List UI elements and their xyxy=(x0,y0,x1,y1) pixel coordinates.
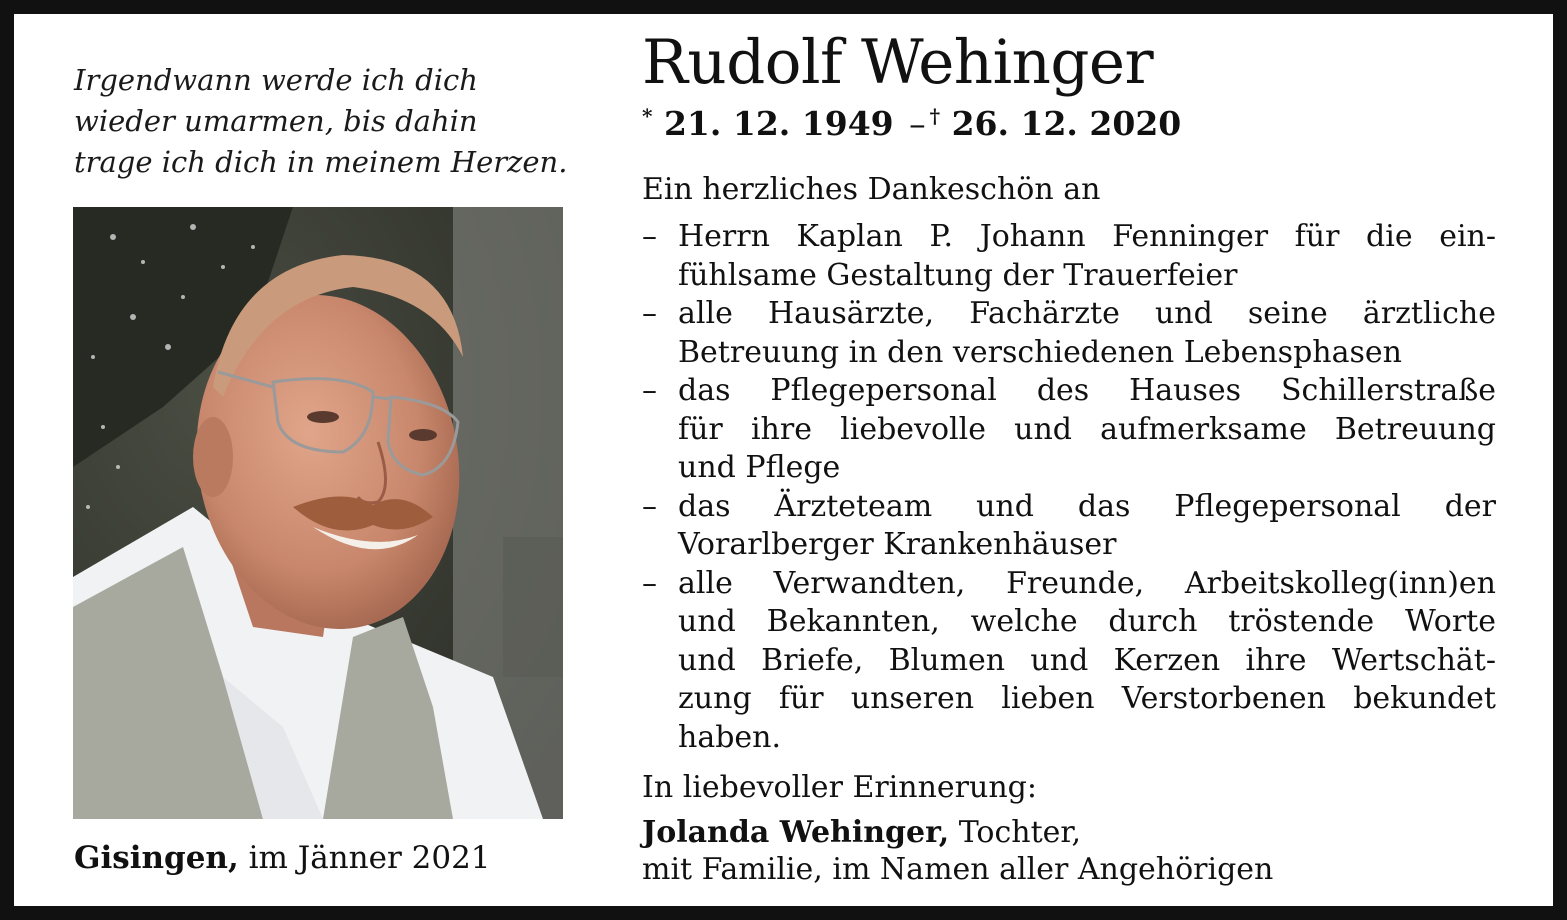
list-item xyxy=(642,372,1496,488)
list-item-line: haben. xyxy=(678,719,782,755)
list-item xyxy=(642,565,1496,758)
signature-line-1 xyxy=(642,814,1273,851)
list-item-line: fühlsame Gestaltung der Trauerfeier xyxy=(678,257,1238,293)
list-item-line: das Pflegepersonal des Hauses Schillerstraße xyxy=(678,373,1496,408)
signature-relation: Tochter, xyxy=(958,815,1082,850)
list-dash: – xyxy=(642,488,657,524)
list-item-line: das Ärzteteam und das Pflegepersonal der xyxy=(678,488,1496,524)
death-symbol: † xyxy=(929,104,941,128)
portrait-illustration xyxy=(73,207,563,819)
deceased-name: Rudolf Wehinger xyxy=(642,27,1154,98)
list-item-line: Vorarlberger Krankenhäuser xyxy=(678,527,1117,562)
list-item-line: Betreuung in den verschiedenen Lebensphasen xyxy=(678,334,1402,370)
list-dash: – xyxy=(642,219,657,254)
signature-name: Jolanda Wehinger, xyxy=(642,815,950,850)
verse-line: wieder umarmen, bis dahin xyxy=(74,104,478,138)
list-dash: – xyxy=(642,296,657,331)
list-item xyxy=(642,295,1496,372)
portrait-photo xyxy=(73,207,563,819)
list-item-line: zung für unseren lieben Verstorbenen bekundet xyxy=(678,681,1496,716)
list-dash: – xyxy=(642,565,657,601)
list-item-line: und Bekannten, welche durch tröstende Worte xyxy=(678,604,1496,639)
list-item xyxy=(642,488,1496,565)
signature-line-2: mit Familie, im Namen aller Angehörigen xyxy=(642,852,1274,887)
thanks-intro: Ein herzliches Dankeschön an xyxy=(642,172,1101,207)
list-item-line: Herrn Kaplan P. Johann Fenninger für die ein- xyxy=(678,219,1496,254)
verse-line: Irgendwann werde ich dich xyxy=(74,63,478,97)
dates-dash: – xyxy=(909,104,926,143)
list-item xyxy=(642,218,1496,295)
life-dates xyxy=(642,104,1181,143)
list-item-line: für ihre liebevolle und aufmerksame Betreuung xyxy=(678,411,1496,447)
verse-line: trage ich dich in meinem Herzen. xyxy=(74,145,568,179)
place-town: Gisingen, xyxy=(74,840,239,876)
list-item-line: und Briefe, Blumen und Kerzen ihre Wertschät- xyxy=(678,642,1496,678)
place-date: im Jänner 2021 xyxy=(248,840,491,876)
death-date: 26. 12. 2020 xyxy=(951,104,1182,143)
list-item-line: alle Verwandten, Freunde, Arbeitskolleg(inn)en xyxy=(678,565,1496,601)
thanks-list xyxy=(642,218,1496,757)
closing-line: In liebevoller Erinnerung: xyxy=(642,770,1037,805)
birth-symbol: * xyxy=(642,104,653,128)
list-item-line: und Pflege xyxy=(678,450,841,485)
place-and-date xyxy=(74,840,491,876)
list-item-line: alle Hausärzte, Fachärzte und seine ärztliche xyxy=(678,296,1496,331)
list-dash: – xyxy=(642,373,657,408)
birth-date: 21. 12. 1949 xyxy=(663,104,894,143)
signature-block xyxy=(642,814,1273,888)
memorial-verse xyxy=(74,60,614,183)
